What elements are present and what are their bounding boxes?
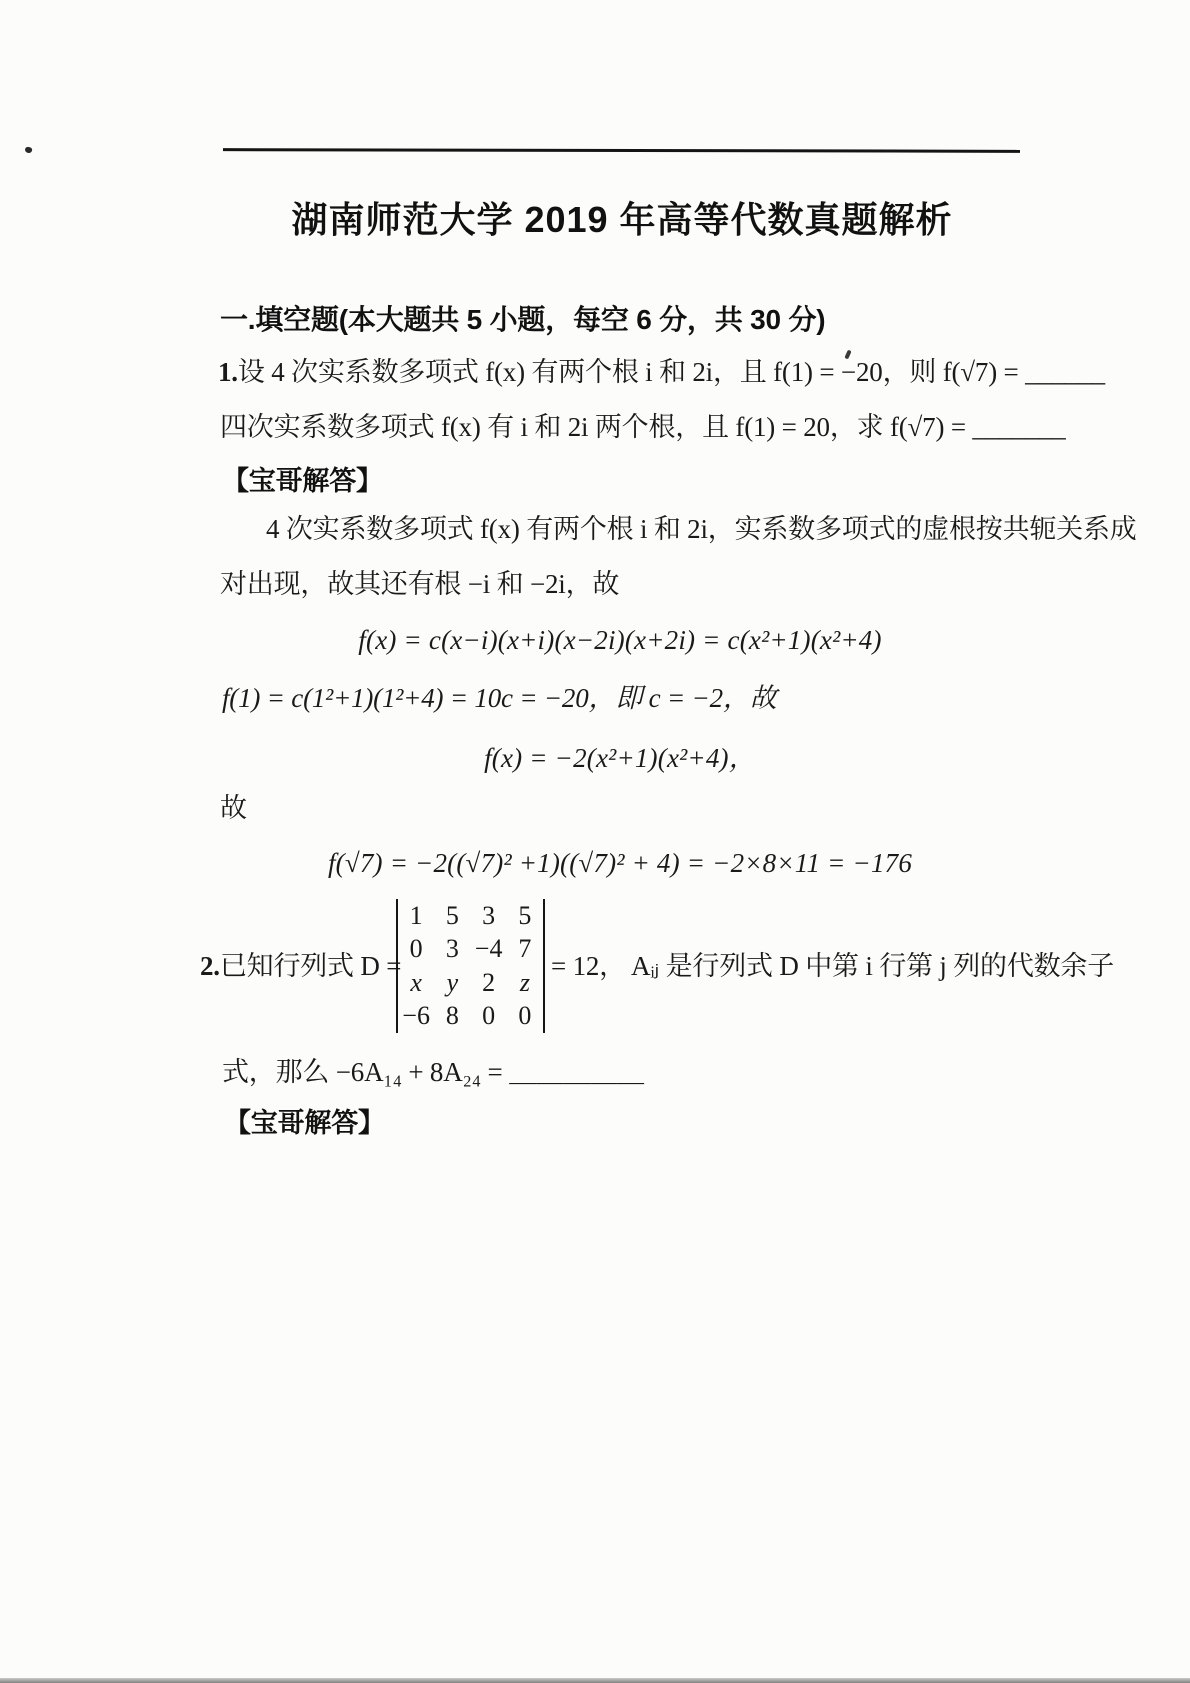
scan-dot-artifact bbox=[24, 146, 33, 154]
q2-prefix-text: 已知行列式 D = bbox=[219, 951, 402, 981]
q2-stem-line2 bbox=[222, 1055, 644, 1089]
matrix-cell: 5 bbox=[518, 900, 532, 930]
q2-number: 2. bbox=[200, 951, 220, 981]
scan-edge-strip bbox=[0, 1678, 1190, 1683]
q1-gu-connector: 故 bbox=[220, 793, 247, 823]
matrix-cell: −6 bbox=[402, 1001, 430, 1031]
q2-line2-text: 式，那么 −6A₁₄ + 8A₂₄ = bbox=[222, 1057, 510, 1087]
matrix-cell: 0 bbox=[409, 934, 423, 964]
q1-stem bbox=[218, 355, 1105, 389]
q1-inline-formula-c: f(1) = c(1²+1)(1²+4) = 10c = −20，即 c = −2，故 bbox=[222, 683, 777, 713]
q2-solver-tag: 【宝哥解答】 bbox=[224, 1108, 385, 1138]
q2-stem-suffix: = 12， Aᵢⱼ 是行列式 D 中第 i 行第 j 列的代数余子 bbox=[551, 951, 1115, 981]
q1-display-formula-3: f(√7) = −2((√7)² +1)((√7)² + 4) = −2×8×11 = −176 bbox=[327, 848, 913, 878]
q2-stem-prefix bbox=[200, 949, 401, 983]
matrix-cell: 0 bbox=[482, 1001, 496, 1031]
q1-display-formula-2: f(x) = −2(x²+1)(x²+4)， bbox=[484, 743, 756, 773]
matrix-cell: 5 bbox=[445, 900, 459, 930]
q2-answer-blank: ＿＿＿＿＿ bbox=[509, 1057, 645, 1087]
matrix-cell: y bbox=[446, 967, 459, 997]
q1-solver-tag: 【宝哥解答】 bbox=[222, 466, 383, 496]
matrix-cell: 3 bbox=[445, 934, 459, 964]
q1-solution-paragraph-1: 4 次实系数多项式 f(x) 有两个根 i 和 2i，实系数多项式的虚根按共轭关系成 bbox=[266, 514, 1137, 544]
q1-number: 1. bbox=[218, 357, 238, 387]
q1-stem-text: 设 4 次实系数多项式 f(x) 有两个根 i 和 2i，且 f(1) = −20，则 f(√7) = ______ bbox=[237, 357, 1105, 387]
matrix-cell: −4 bbox=[474, 934, 503, 964]
matrix-cell: 1 bbox=[409, 900, 423, 930]
matrix-cell: 7 bbox=[518, 934, 532, 964]
matrix-cell: 0 bbox=[518, 1001, 532, 1031]
matrix-cell: z bbox=[519, 967, 530, 997]
exam-title: 湖南师范大学 2019 年高等代数真题解析 bbox=[291, 199, 953, 240]
determinant-matrix bbox=[396, 899, 545, 1033]
matrix-cell: x bbox=[410, 967, 422, 997]
matrix-cell: 2 bbox=[482, 967, 496, 997]
q1-display-formula-1: f(x) = c(x−i)(x+i)(x−2i)(x+2i) = c(x²+1)(x²+4) bbox=[358, 625, 882, 655]
matrix-cell: 8 bbox=[445, 1001, 459, 1031]
header-rule bbox=[223, 148, 1020, 153]
matrix-cell: 3 bbox=[482, 900, 496, 930]
section-heading: 一.填空题(本大题共 5 小题，每空 6 分，共 30 分) bbox=[220, 304, 826, 335]
q1-restated-line: 四次实系数多项式 f(x) 有 i 和 2i 两个根，且 f(1) = 20，求 f(√7) = _______ bbox=[220, 412, 1066, 442]
q1-solution-paragraph-2: 对出现，故其还有根 −i 和 −2i，故 bbox=[220, 569, 620, 599]
